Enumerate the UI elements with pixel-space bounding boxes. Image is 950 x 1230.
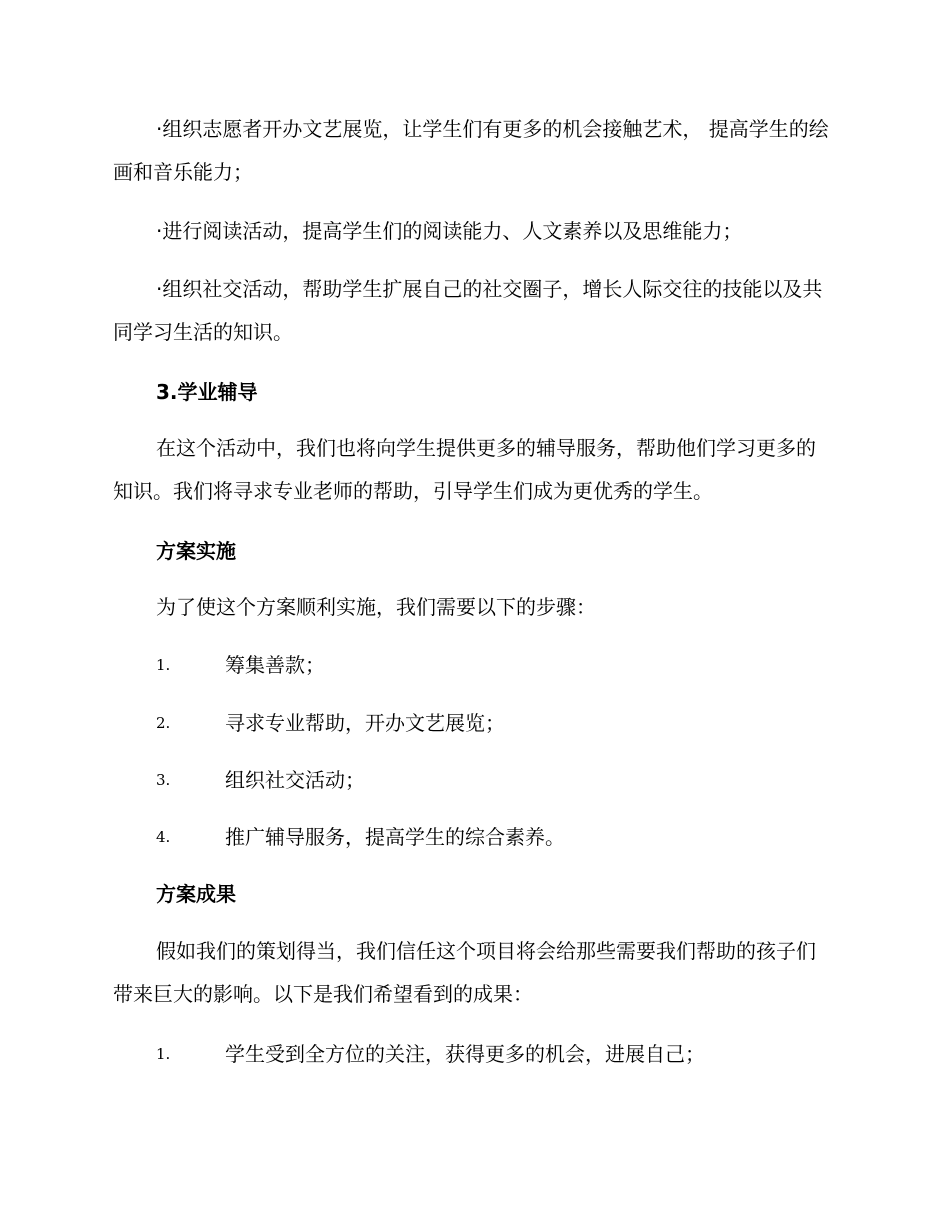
implementation-step xyxy=(156,765,365,795)
step-text: 推广辅导服务，提高学生的综合素养。 xyxy=(225,825,565,849)
implementation-step xyxy=(156,650,325,680)
implementation-step xyxy=(156,708,505,738)
implementation-intro: 为了使这个方案顺利实施，我们需要以下的步骤： xyxy=(156,595,596,619)
step-text: 寻求专业帮助，开办文艺展览； xyxy=(225,711,505,735)
section-heading-implementation: 方案实施 xyxy=(156,539,236,563)
step-number: 2. xyxy=(156,714,171,732)
section-heading-academic: 3.学业辅导 xyxy=(156,380,258,404)
result-item xyxy=(156,1039,705,1069)
bullet-paragraph-1: ·组织志愿者开办文艺展览，让学生们有更多的机会接触艺术， 提高学生的绘画和音乐能力； xyxy=(113,117,829,184)
step-number: 3. xyxy=(156,771,171,789)
result-text: 学生受到全方位的关注，获得更多的机会，进展自己； xyxy=(225,1042,705,1066)
step-text: 组织社交活动； xyxy=(225,768,365,792)
academic-paragraph: 在这个活动中，我们也将向学生提供更多的辅导服务，帮助他们学习更多的知识。我们将寻求专业老师的帮助，引导学生们成为更优秀的学生。 xyxy=(113,436,816,503)
result-number: 1. xyxy=(156,1045,171,1063)
implementation-step xyxy=(156,822,565,852)
bullet-paragraph-2: ·进行阅读活动，提高学生们的阅读能力、人文素养以及思维能力； xyxy=(156,219,743,243)
step-number: 1. xyxy=(156,656,171,674)
step-text: 筹集善款； xyxy=(225,653,325,677)
step-number: 4. xyxy=(156,828,171,846)
results-intro: 假如我们的策划得当，我们信任这个项目将会给那些需要我们帮助的孩子们带来巨大的影响。以下是我们希望看到的成果： xyxy=(113,939,816,1006)
section-heading-results: 方案成果 xyxy=(156,882,236,906)
bullet-paragraph-3: ·组织社交活动，帮助学生扩展自己的社交圈子，增长人际交往的技能以及共同学习生活的知识。 xyxy=(113,277,823,344)
